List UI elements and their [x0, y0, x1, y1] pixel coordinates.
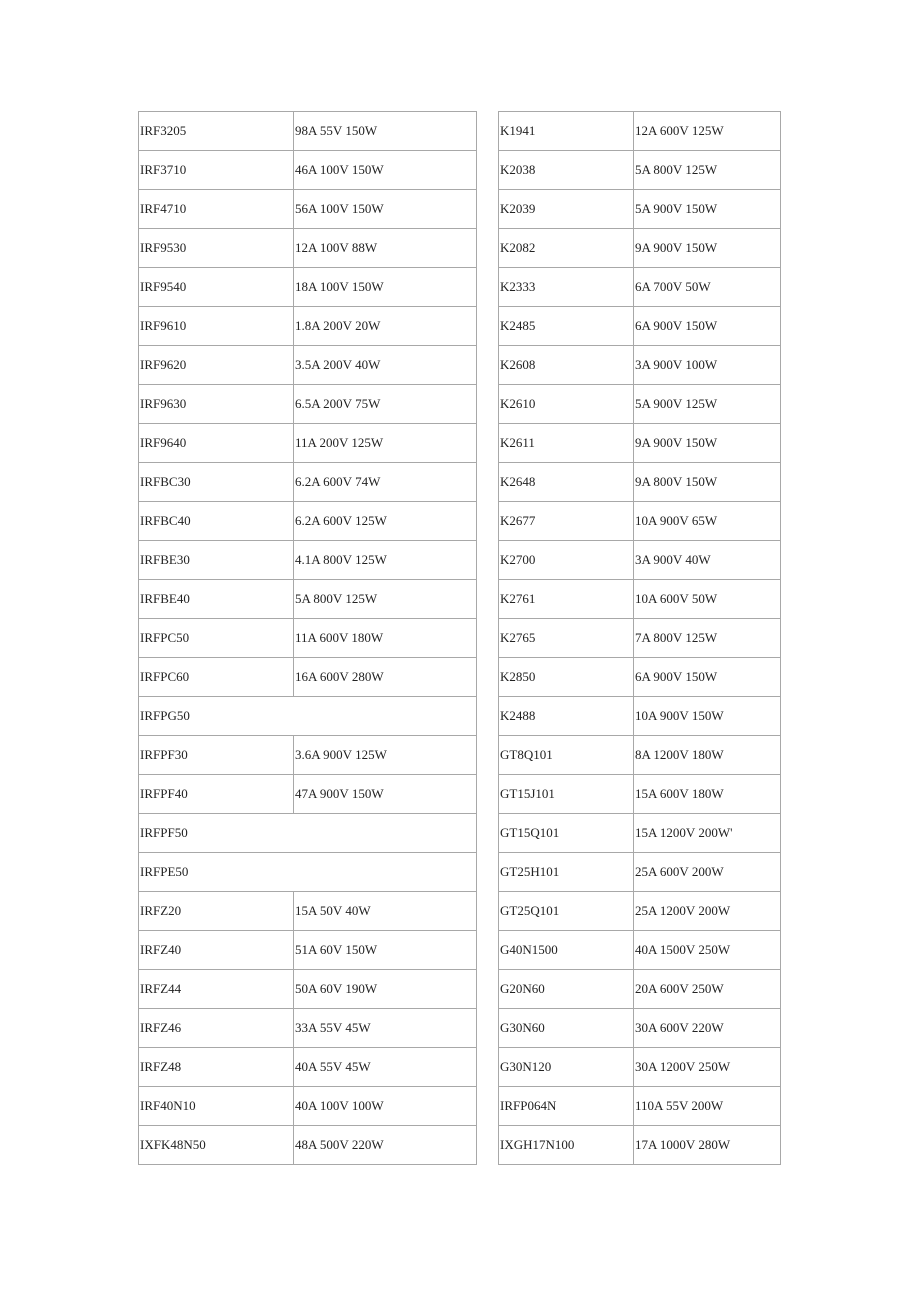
spec-cell: 5A 800V 125W: [634, 151, 781, 190]
spec-cell: 5A 900V 150W: [634, 190, 781, 229]
part-number-cell: K2082: [499, 229, 634, 268]
spec-cell: 40A 55V 45W: [294, 1048, 477, 1087]
part-number-cell: K2761: [499, 580, 634, 619]
table-row: [139, 190, 477, 229]
table-row: [139, 1087, 477, 1126]
table-row: [499, 268, 781, 307]
table-row: [139, 151, 477, 190]
table-row: [139, 697, 477, 736]
spec-cell: 9A 900V 150W: [634, 229, 781, 268]
part-number-cell: IRFPC50: [139, 619, 294, 658]
spec-cell: 48A 500V 220W: [294, 1126, 477, 1165]
table-row: [139, 424, 477, 463]
table-row: [499, 1009, 781, 1048]
spec-cell: 50A 60V 190W: [294, 970, 477, 1009]
part-number-cell: IRFBE30: [139, 541, 294, 580]
part-number-cell: IRF9640: [139, 424, 294, 463]
part-number-cell: IRFZ44: [139, 970, 294, 1009]
table-row: [139, 736, 477, 775]
table-row: [139, 463, 477, 502]
table-row: [499, 424, 781, 463]
part-number-cell: K2038: [499, 151, 634, 190]
part-number-cell: IRF4710: [139, 190, 294, 229]
part-number-cell: IRFPG50: [139, 697, 477, 736]
table-row: [499, 853, 781, 892]
part-number-cell: IRFPF30: [139, 736, 294, 775]
spec-cell: 33A 55V 45W: [294, 1009, 477, 1048]
right-table-body: [499, 112, 781, 1165]
table-row: [139, 892, 477, 931]
part-number-cell: IRF9630: [139, 385, 294, 424]
table-row: [139, 658, 477, 697]
part-number-cell: IRFZ46: [139, 1009, 294, 1048]
part-number-cell: K2039: [499, 190, 634, 229]
table-row: [139, 268, 477, 307]
part-number-cell: K2850: [499, 658, 634, 697]
table-row: [499, 970, 781, 1009]
spec-cell: 18A 100V 150W: [294, 268, 477, 307]
table-row: [499, 1126, 781, 1165]
table-row: [499, 1048, 781, 1087]
spec-cell: 25A 1200V 200W: [634, 892, 781, 931]
part-number-cell: IRFBE40: [139, 580, 294, 619]
spec-cell: 8A 1200V 180W: [634, 736, 781, 775]
part-number-cell: G20N60: [499, 970, 634, 1009]
part-number-cell: IRFZ40: [139, 931, 294, 970]
table-row: [139, 970, 477, 1009]
part-number-cell: IRFBC40: [139, 502, 294, 541]
spec-cell: 25A 600V 200W: [634, 853, 781, 892]
part-number-cell: IRF9530: [139, 229, 294, 268]
table-row: [139, 541, 477, 580]
spec-cell: 40A 1500V 250W: [634, 931, 781, 970]
table-row: [139, 112, 477, 151]
spec-cell: 6A 900V 150W: [634, 658, 781, 697]
part-number-cell: K2611: [499, 424, 634, 463]
spec-cell: 3.5A 200V 40W: [294, 346, 477, 385]
part-number-cell: GT25H101: [499, 853, 634, 892]
spec-cell: 5A 900V 125W: [634, 385, 781, 424]
spec-cell: 3.6A 900V 125W: [294, 736, 477, 775]
spec-cell: 10A 900V 65W: [634, 502, 781, 541]
part-number-cell: K2333: [499, 268, 634, 307]
part-number-cell: IRFZ48: [139, 1048, 294, 1087]
table-row: [139, 814, 477, 853]
table-row: [499, 697, 781, 736]
spec-cell: 98A 55V 150W: [294, 112, 477, 151]
part-number-cell: GT15J101: [499, 775, 634, 814]
table-row: [499, 736, 781, 775]
spec-cell: 56A 100V 150W: [294, 190, 477, 229]
table-row: [499, 190, 781, 229]
table-row: [139, 580, 477, 619]
table-row: [499, 112, 781, 151]
spec-cell: 6A 700V 50W: [634, 268, 781, 307]
part-number-cell: G30N120: [499, 1048, 634, 1087]
spec-cell: 9A 900V 150W: [634, 424, 781, 463]
spec-cell: 110A 55V 200W: [634, 1087, 781, 1126]
spec-cell: 5A 800V 125W: [294, 580, 477, 619]
table-row: [139, 1048, 477, 1087]
spec-cell: 6.2A 600V 74W: [294, 463, 477, 502]
table-row: [499, 814, 781, 853]
spec-cell: 47A 900V 150W: [294, 775, 477, 814]
table-row: [139, 502, 477, 541]
spec-cell: 3A 900V 40W: [634, 541, 781, 580]
part-number-cell: K2485: [499, 307, 634, 346]
spec-cell: 6A 900V 150W: [634, 307, 781, 346]
part-number-cell: IRFZ20: [139, 892, 294, 931]
part-number-cell: IRFPF50: [139, 814, 477, 853]
part-number-cell: IRFP064N: [499, 1087, 634, 1126]
part-number-cell: K2677: [499, 502, 634, 541]
part-number-cell: K2608: [499, 346, 634, 385]
part-number-cell: G40N1500: [499, 931, 634, 970]
table-row: [139, 931, 477, 970]
part-number-cell: IRFBC30: [139, 463, 294, 502]
spec-cell: 7A 800V 125W: [634, 619, 781, 658]
part-number-cell: GT15Q101: [499, 814, 634, 853]
table-row: [139, 385, 477, 424]
table-row: [499, 463, 781, 502]
spec-cell: 20A 600V 250W: [634, 970, 781, 1009]
spec-cell: 9A 800V 150W: [634, 463, 781, 502]
table-row: [499, 892, 781, 931]
part-number-cell: IXGH17N100: [499, 1126, 634, 1165]
spec-cell: 11A 200V 125W: [294, 424, 477, 463]
table-row: [499, 658, 781, 697]
spec-cell: 15A 1200V 200W': [634, 814, 781, 853]
spec-cell: 12A 100V 88W: [294, 229, 477, 268]
table-row: [139, 619, 477, 658]
part-number-cell: GT8Q101: [499, 736, 634, 775]
table-row: [499, 541, 781, 580]
part-number-cell: IRF9610: [139, 307, 294, 346]
part-number-cell: IRF3205: [139, 112, 294, 151]
table-row: [499, 229, 781, 268]
spec-cell: 6.5A 200V 75W: [294, 385, 477, 424]
left-table-body: [139, 112, 477, 1165]
table-row: [499, 346, 781, 385]
part-number-cell: IRF3710: [139, 151, 294, 190]
spec-cell: 6.2A 600V 125W: [294, 502, 477, 541]
part-number-cell: IRFPE50: [139, 853, 477, 892]
spec-cell: 11A 600V 180W: [294, 619, 477, 658]
spec-cell: 1.8A 200V 20W: [294, 307, 477, 346]
spec-cell: 30A 1200V 250W: [634, 1048, 781, 1087]
spec-cell: 10A 900V 150W: [634, 697, 781, 736]
spec-cell: 30A 600V 220W: [634, 1009, 781, 1048]
table-row: [499, 307, 781, 346]
table-row: [499, 931, 781, 970]
spec-cell: 4.1A 800V 125W: [294, 541, 477, 580]
part-number-cell: K2700: [499, 541, 634, 580]
table-row: [139, 1009, 477, 1048]
spec-cell: 12A 600V 125W: [634, 112, 781, 151]
part-number-cell: K1941: [499, 112, 634, 151]
part-number-cell: IXFK48N50: [139, 1126, 294, 1165]
part-number-cell: G30N60: [499, 1009, 634, 1048]
table-row: [499, 385, 781, 424]
table-row: [499, 775, 781, 814]
part-number-cell: GT25Q101: [499, 892, 634, 931]
table-row: [139, 775, 477, 814]
table-row: [499, 580, 781, 619]
table-row: [499, 502, 781, 541]
table-row: [139, 346, 477, 385]
table-row: [139, 229, 477, 268]
part-number-cell: IRF9540: [139, 268, 294, 307]
table-row: [499, 1087, 781, 1126]
right-spec-table: [498, 111, 781, 1165]
spec-cell: 51A 60V 150W: [294, 931, 477, 970]
spec-cell: 46A 100V 150W: [294, 151, 477, 190]
part-number-cell: IRFPC60: [139, 658, 294, 697]
table-row: [139, 1126, 477, 1165]
part-number-cell: K2488: [499, 697, 634, 736]
table-row: [499, 619, 781, 658]
part-number-cell: IRF40N10: [139, 1087, 294, 1126]
table-row: [139, 853, 477, 892]
spec-cell: 16A 600V 280W: [294, 658, 477, 697]
spec-cell: 15A 50V 40W: [294, 892, 477, 931]
part-number-cell: IRFPF40: [139, 775, 294, 814]
table-row: [499, 151, 781, 190]
spec-cell: 15A 600V 180W: [634, 775, 781, 814]
part-number-cell: K2610: [499, 385, 634, 424]
spec-cell: 40A 100V 100W: [294, 1087, 477, 1126]
table-row: [139, 307, 477, 346]
spec-cell: 10A 600V 50W: [634, 580, 781, 619]
left-spec-table: [138, 111, 477, 1165]
spec-cell: 3A 900V 100W: [634, 346, 781, 385]
part-number-cell: IRF9620: [139, 346, 294, 385]
part-number-cell: K2765: [499, 619, 634, 658]
spec-cell: 17A 1000V 280W: [634, 1126, 781, 1165]
part-number-cell: K2648: [499, 463, 634, 502]
